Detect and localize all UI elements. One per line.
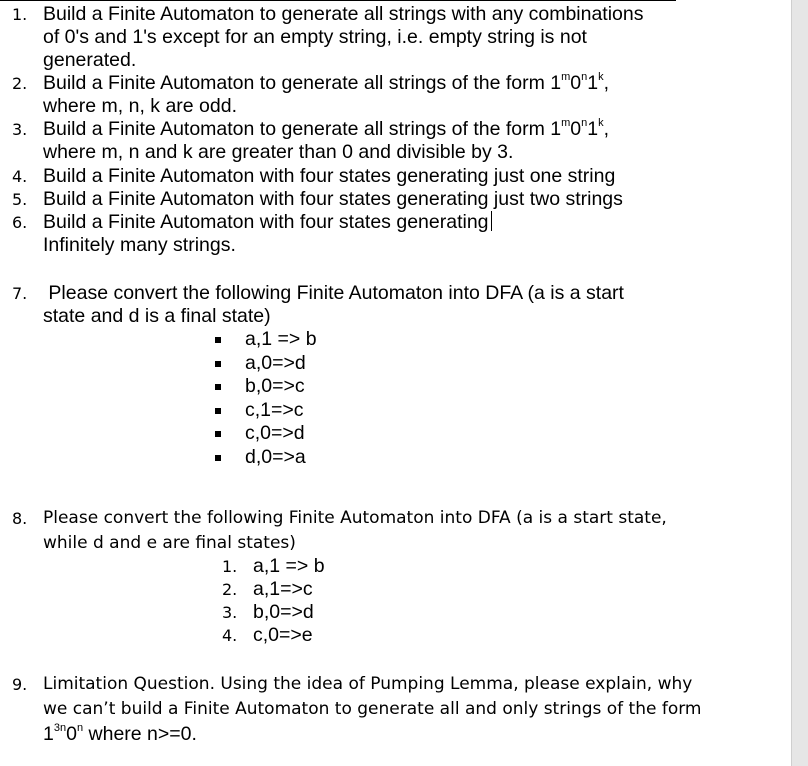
text-segment: Build a Finite Automaton to generate all strings of the form 1 xyxy=(43,118,562,140)
text-segment: Build a Finite Automaton to generate all strings of the form 1 xyxy=(43,72,562,94)
top-border xyxy=(0,0,676,1)
superscript: k xyxy=(598,116,604,129)
text-line: where m, n, k are odd. xyxy=(43,95,238,117)
question-text xyxy=(43,506,703,556)
question-number: 8. xyxy=(12,509,28,528)
text-segment: 0 xyxy=(570,118,582,140)
text-line: Limitation Question. Using the idea of Pumping Lemma, please explain, why xyxy=(43,674,693,694)
text-segment: 0 xyxy=(570,72,582,94)
text-line: Please convert the following Finite Automaton into DFA (a is a start state, xyxy=(43,508,667,528)
text-line xyxy=(43,722,743,747)
question-text xyxy=(43,3,683,72)
bullet-icon xyxy=(215,361,221,367)
superscript: n xyxy=(581,116,588,129)
vertical-scrollbar[interactable] xyxy=(791,0,808,766)
transition-text: a,1 => b xyxy=(245,328,317,350)
text-line: we can’t build a Finite Automaton to generate all and only strings of the form xyxy=(43,699,702,719)
question-text xyxy=(43,672,743,747)
text-line: where m, n and k are greater than 0 and divisible by 3. xyxy=(43,141,514,163)
question-text xyxy=(43,118,683,164)
transition-text: a,1 => b xyxy=(253,555,325,577)
question-number: 4. xyxy=(12,167,28,186)
bullet-icon xyxy=(215,431,221,437)
question-number: 6. xyxy=(12,213,28,232)
text-segment: Build a Finite Automaton with four states generating xyxy=(43,211,489,233)
superscript: n xyxy=(76,721,84,734)
text-segment: , xyxy=(603,118,610,140)
text-line xyxy=(43,118,683,141)
question-number: 2. xyxy=(12,74,28,93)
superscript: k xyxy=(598,70,604,83)
list-number: 1. xyxy=(222,557,238,576)
list-number: 2. xyxy=(222,580,238,599)
text-segment: 1 xyxy=(587,118,599,140)
text-line: Infinitely many strings. xyxy=(43,234,236,256)
text-line: state and d is a final state) xyxy=(43,305,271,327)
text-segment: 1 xyxy=(43,723,54,745)
bullet-icon xyxy=(215,384,221,390)
text-segment: , xyxy=(603,72,610,94)
transition-text: b,0=>c xyxy=(245,375,305,397)
text-line xyxy=(43,72,683,95)
transition-text: a,0=>d xyxy=(245,351,306,374)
superscript: m xyxy=(561,116,571,129)
transition-text: b,0=>d xyxy=(253,601,314,623)
question-text: Build a Finite Automaton with four states generating just one string xyxy=(43,165,616,187)
text-segment: where n>=0. xyxy=(83,723,197,745)
list-number: 4. xyxy=(222,626,238,645)
text-line: of 0's and 1's except for an empty string, i.e. empty string is not xyxy=(43,26,587,48)
text-cursor xyxy=(491,211,492,231)
question-text: Build a Finite Automaton with four states generating just two strings xyxy=(43,188,623,210)
bullet-icon xyxy=(215,455,221,461)
transition-text: c,0=>e xyxy=(253,624,313,646)
transition-text: a,1=>c xyxy=(253,578,313,600)
question-text xyxy=(43,282,683,328)
question-text xyxy=(43,72,683,118)
superscript: m xyxy=(561,70,571,83)
text-segment: 0 xyxy=(66,723,77,745)
question-number: 5. xyxy=(12,190,28,209)
text-line: Build a Finite Automaton to generate all strings with any combinations xyxy=(43,3,644,25)
superscript: 3n xyxy=(53,721,67,734)
text-line: generated. xyxy=(43,49,137,71)
question-text xyxy=(43,211,683,257)
transition-text: c,0=>d xyxy=(245,422,305,444)
bullet-icon xyxy=(215,408,221,414)
text-line: while d and e are final states) xyxy=(43,533,296,553)
question-number: 9. xyxy=(12,675,28,694)
text-line: Please convert the following Finite Automaton into DFA (a is a start xyxy=(43,282,624,304)
list-number: 3. xyxy=(222,603,238,622)
question-number: 3. xyxy=(12,120,28,139)
bullet-icon xyxy=(215,337,221,343)
text-segment: 1 xyxy=(587,72,599,94)
text-line xyxy=(43,211,683,234)
question-number: 7. xyxy=(12,284,28,303)
superscript: n xyxy=(581,70,588,83)
transition-text: c,1=>c xyxy=(245,398,304,421)
question-number: 1. xyxy=(12,5,28,24)
transition-text: d,0=>a xyxy=(245,445,306,468)
